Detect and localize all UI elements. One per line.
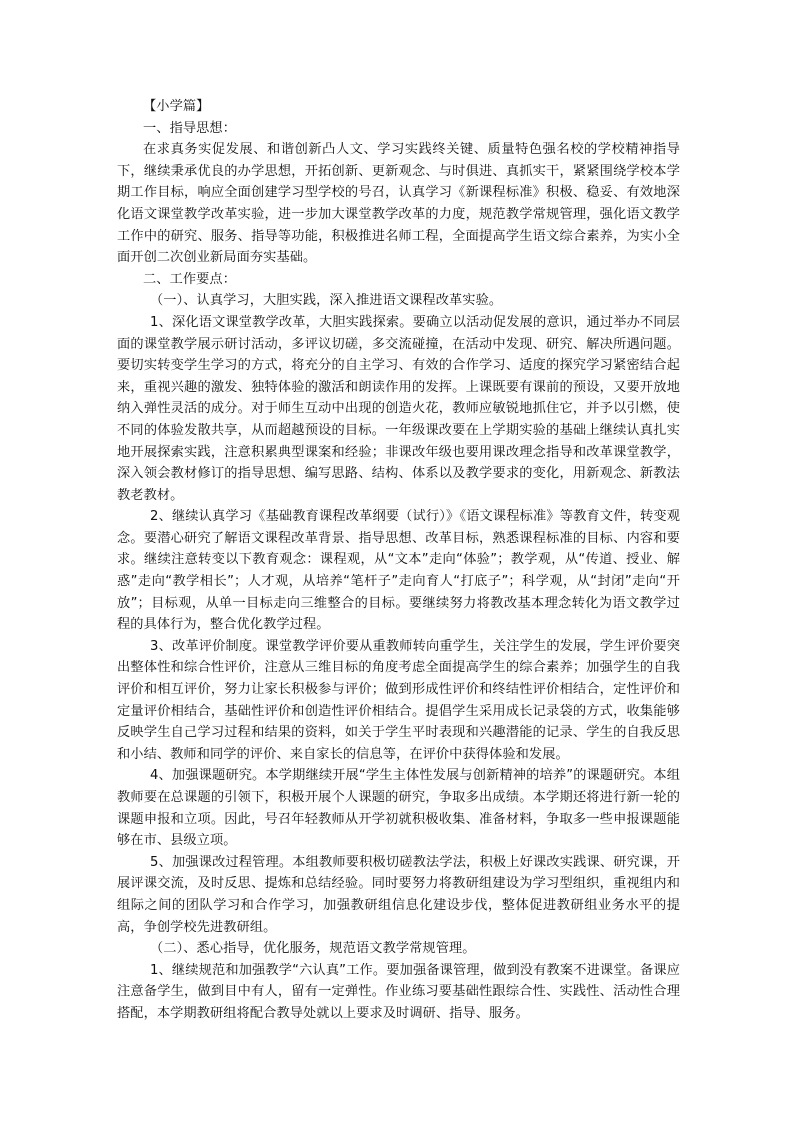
paragraph-item-1: 1、深化语文课堂教学改革，大胆实践探索。要确立以活动促发展的意识，通过举办不同层面的课堂教学展示研讨活动，多评议切磋，多交流碰撞，在活动中发现、研究、解决所遇问题。要切实转变学生学习的方式，将充分的自主学习、有效的合作学习、适度的探究学习紧密结合起来，重视兴趣的激发、独特体验的激活和朗读作用的发挥。上课既要有课前的预设，又要开放地纳入弹性灵活的成分。对于师生互动中出现的创造火花，教师应敏锐地抓住它，并予以引燃，使不同的体验发散共享，从而超越预设的目标。一年级课改要在上学期实验的基础上继续认真扎实地开展探索实践，注意积累典型课案和经验；非课改年级也要用课改理念指导和改革课堂教学，深入领会教材修订的指导思想、编写思路、结构、体系以及教学要求的变化，用新观念、新教法教老教材。	[117, 314, 680, 503]
paragraph-sub2-item-1: 1、继续规范和加强教学“六认真”工作。要加强备课管理，做到没有教案不进课堂。备课应注意备学生，做到目中有人，留有一定弹性。作业练习要基础性跟综合性、实践性、活动性合理搭配，本学期教研组将配合教导处就以上要求及时调研、指导、服务。	[117, 962, 680, 1021]
paragraph-item-5: 5、加强课改过程管理。本组教师要积极切磋教法学法，积极上好课改实践课、研究课，开展评课交流，及时反思、提炼和总结经验。同时要努力将教研组建设为学习型组织，重视组内和组际之间的团队学习和合作学习，加强教研组信息化建设步伐，整体促进教研组业务水平的提高，争创学校先进教研组。	[117, 854, 680, 935]
section-heading-work-points: 二、工作要点：	[143, 271, 237, 287]
document-title: 【小学篇】	[143, 99, 210, 114]
subsection-heading-2: （二）、悉心指导，优化服务，规范语文教学常规管理。	[150, 941, 476, 957]
paragraph-item-2: 2、继续认真学习《基础教育课程改革纲要（试行）》《语文课程标准》等教育文件，转变观念。要潜心研究了解语文课程改革背景、指导思想、改革目标，熟悉课程标准的目标、内容和要求。继续注意转变以下教育观念：课程观，从“文本”走向“体验”；教学观，从“传道、授业、解惑”走向“教学相长”；人才观，从培养“笔杆子”走向育人“打底子”；科学观，从“封闭”走向“开放”；目标观，从单一目标走向三维整合的目标。要继续努力将教改基本理念转化为语文教学过程的具体行为，整合优化教学过程。	[117, 509, 680, 633]
subsection-heading-1: （一）、认真学习，大胆实践，深入推进语文课程改革实验。	[150, 293, 503, 309]
paragraph-item-4: 4、加强课题研究。本学期继续开展“学生主体性发展与创新精神的培养”的课题研究。本组教师要在总课题的引领下，积极开展个人课题的研究，争取多出成绩。本学期还将进行新一轮的课题申报和立项。因此，号召年轻教师从开学初就积极收集、准备材料，争取多一些申报课题能够在市、县级立项。	[117, 768, 680, 849]
paragraph-item-3: 3、改革评价制度。课堂教学评价要从重教师转向重学生，关注学生的发展，学生评价要突出整体性和综合性评价，注意从三维目标的角度考虑全面提高学生的综合素养；加强学生的自我评价和相互评价，努力让家长积极参与评价；做到形成性评价和终结性评价相结合，定性评价和定量评价相结合，基础性评价和创造性评价相结合。提倡学生采用成长记录袋的方式，收集能够反映学生自己学习过程和结果的资料，如关于学生平时表现和兴趣潜能的记录、学生的自我反思和小结、教师和同学的评价、来自家长的信息等，在评价中获得体验和发展。	[117, 638, 680, 762]
section-heading-guiding-thought: 一、指导思想：	[143, 120, 237, 136]
document-page	[117, 96, 680, 1025]
paragraph-guiding-thought: 在求真务实促发展、和谐创新凸人文、学习实践终关键、质量特色强名校的学校精神指导下，继续秉承优良的办学思想，开拓创新、更新观念、与时俱进、真抓实干，紧紧围绕学校本学期工作目标，响应全面创建学习型学校的号召，认真学习《新课程标准》积极、稳妥、有效地深化语文课堂教学改革实验，进一步加大课堂教学改革的力度，规范教学常规管理，强化语文教学工作中的研究、服务、指导等功能，积极推进名师工程，全面提高学生语文综合素养，为实小全面开创二次创业新局面夯实基础。	[117, 142, 680, 266]
